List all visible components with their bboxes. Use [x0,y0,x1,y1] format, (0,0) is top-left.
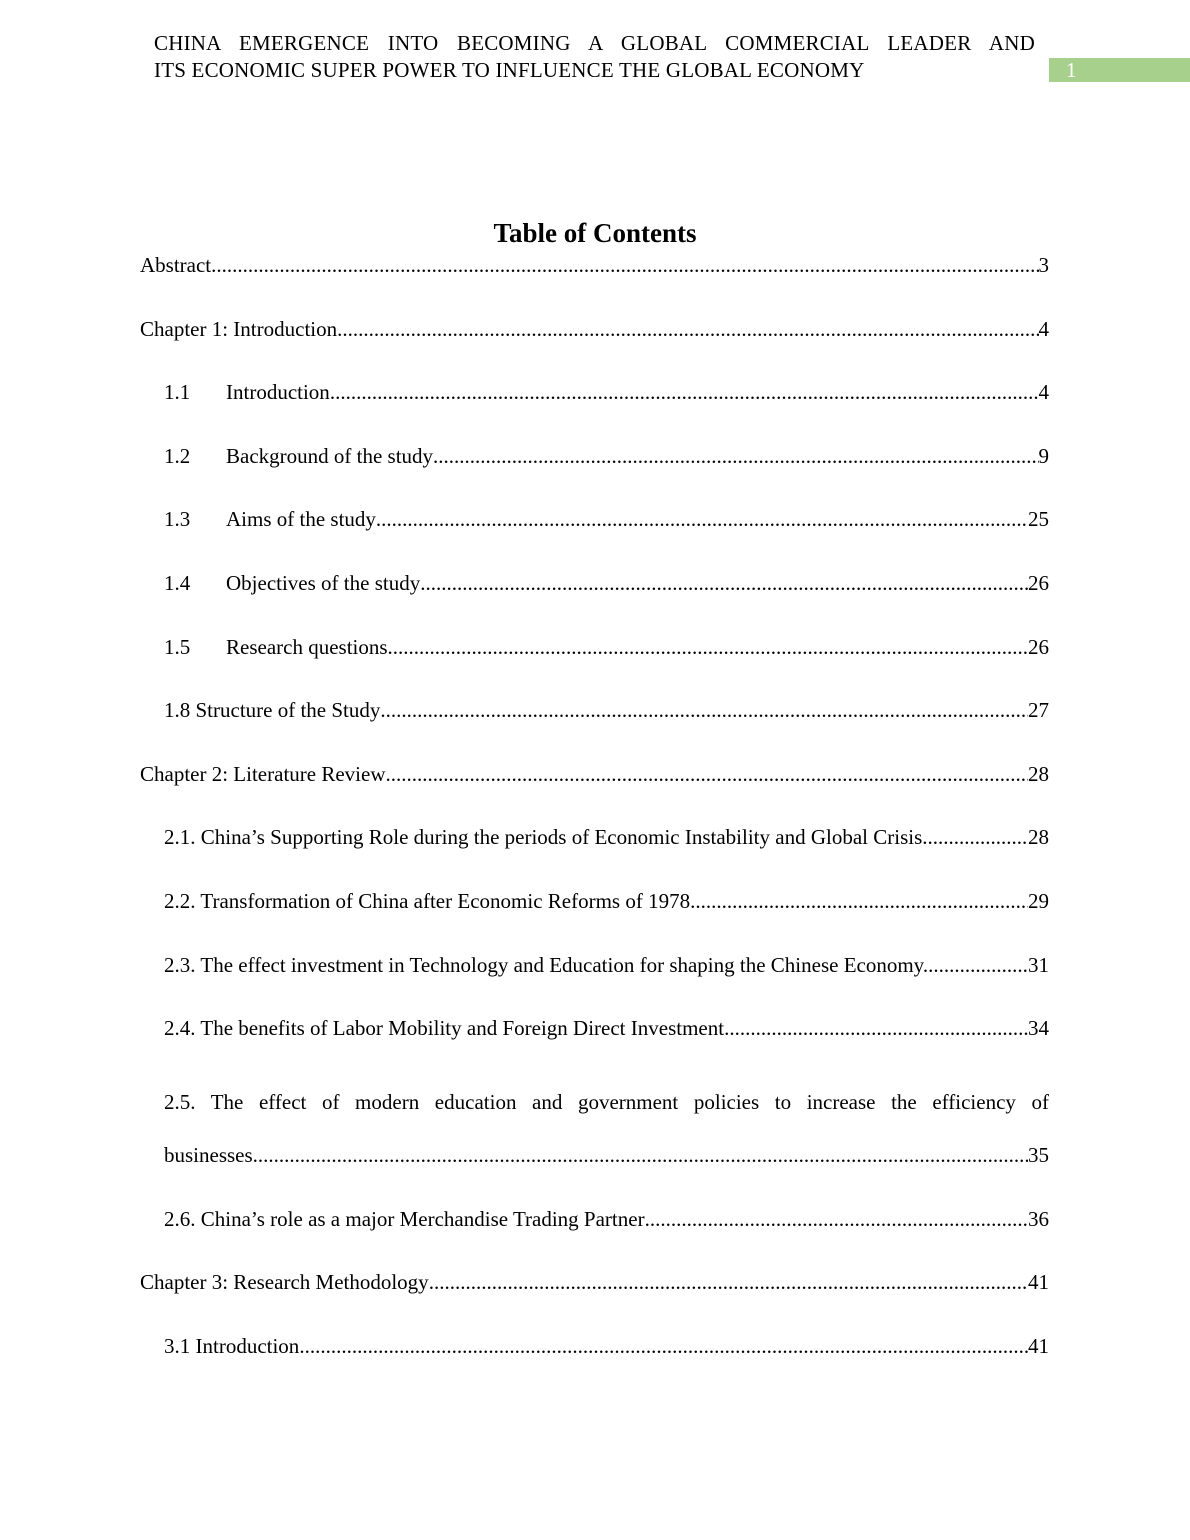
toc-entry-page: 34 [1028,1016,1049,1041]
toc-entry-page: 4 [1038,380,1049,405]
toc-entry-text-line-2: businesses [164,1142,253,1167]
toc-entry-2-6[interactable] [140,1203,1049,1267]
toc-entry-page: 28 [1028,825,1049,850]
toc-entry-page: 9 [1038,443,1049,468]
toc-entry-1-5[interactable] [140,631,1049,695]
page-number-badge: 1 [1049,58,1190,82]
toc-leader-dots [376,503,1028,535]
toc-entry-page: 41 [1028,1270,1049,1295]
toc-entry-text: 1.8 Structure of the Study [164,698,381,723]
toc-entry-1-2[interactable] [140,440,1049,504]
toc-entry-text: 3.1 Introduction [164,1333,300,1358]
toc-entry-page: 26 [1028,634,1049,659]
toc-entry-page: 3 [1038,253,1049,277]
toc-entry-text: Research questions [226,634,388,659]
toc-leader-dots [420,567,1028,599]
toc-leader-dots [386,758,1029,790]
toc-entry-text: Aims of the study [226,507,376,532]
toc-entry-page: 27 [1028,698,1049,723]
toc-entry-text: 2.6. China’s role as a major Merchandise Trading Partner [164,1206,645,1231]
toc-leader-dots [690,885,1028,917]
toc-entry-1-4[interactable] [140,567,1049,631]
toc-entry-text: Chapter 1: Introduction [140,316,338,341]
toc-entry-number: 1.5 [164,634,191,659]
toc-entry-page: 29 [1028,888,1049,913]
toc-entry-text: Chapter 2: Literature Review [140,761,386,786]
toc-entry-1-8[interactable] [140,694,1049,758]
toc-entry-chapter-3[interactable] [140,1266,1049,1330]
toc-leader-dots [337,313,1038,345]
toc-entry-page: 28 [1028,761,1049,786]
header-title-line-1: CHINA EMERGENCE INTO BECOMING A GLOBAL COMMERCIAL LEADER AND [154,31,1035,55]
toc-entry-2-5[interactable] [140,1076,1049,1203]
toc-leader-dots [299,1330,1028,1362]
toc-entry-2-1[interactable] [140,821,1049,885]
header-title-line-2: ITS ECONOMIC SUPER POWER TO INFLUENCE THE GLOBAL ECONOMY [154,58,865,82]
toc-entry-chapter-1[interactable] [140,313,1049,377]
toc-entry-page: 36 [1028,1206,1049,1231]
toc-leader-dots [928,949,1028,981]
toc-entry-text: Background of the study [226,443,434,468]
running-header [154,30,1035,84]
toc-entry-text: 2.3. The effect investment in Technology and Education for shaping the Chinese Economy. [164,952,929,977]
toc-entry-2-4[interactable] [140,1012,1049,1076]
toc-entry-page: 41 [1028,1333,1049,1358]
toc-entry-chapter-2[interactable] [140,758,1049,822]
toc-entry-abstract[interactable] [140,249,1049,313]
toc-entry-page: 25 [1028,507,1049,532]
toc-leader-dots [724,1012,1028,1044]
toc-entry-text-line-1: 2.5. The effect of modern education and government policies to increase the efficiency of [164,1089,1049,1114]
toc-leader-dots [253,1139,1028,1171]
toc-entry-page: 31 [1028,952,1049,977]
toc-entry-number: 1.4 [164,570,191,595]
toc-title: Table of Contents [493,218,697,248]
toc-leader-dots [922,821,1028,853]
toc-entry-2-2[interactable] [140,885,1049,949]
toc-entry-text: Introduction [226,380,330,405]
toc-entry-number: 1.1 [164,380,191,405]
toc-entry-2-3[interactable] [140,949,1049,1013]
toc-leader-dots [380,694,1028,726]
toc-entry-line-2 [164,1139,1049,1171]
toc-entry-1-3[interactable] [140,503,1049,567]
toc-entry-3-1[interactable] [140,1330,1049,1394]
toc-entry-text: Objectives of the study [226,570,421,595]
toc-entry-1-1[interactable] [140,376,1049,440]
toc-entry-text: Chapter 3: Research Methodology [140,1270,429,1295]
toc-leader-dots [211,249,1038,281]
toc-entry-page: 35 [1028,1142,1049,1167]
toc-entry-text: 2.1. China’s Supporting Role during the periods of Economic Instability and Global Crisis [164,825,923,850]
toc-leader-dots [388,631,1028,663]
toc-leader-dots [645,1203,1028,1235]
toc-entry-number: 1.2 [164,443,191,468]
toc-leader-dots [330,376,1039,408]
toc-leader-dots [433,440,1038,472]
toc-entry-page: 26 [1028,570,1049,595]
toc-entry-text: 2.2. Transformation of China after Economic Reforms of 1978 [164,888,691,913]
table-of-contents [140,249,1049,1394]
toc-entry-page: 4 [1038,316,1049,341]
toc-entry-number: 1.3 [164,507,191,532]
toc-leader-dots [429,1266,1028,1298]
toc-entry-text: 2.4. The benefits of Labor Mobility and Foreign Direct Investment [164,1016,725,1041]
toc-entry-text: Abstract [140,253,212,277]
